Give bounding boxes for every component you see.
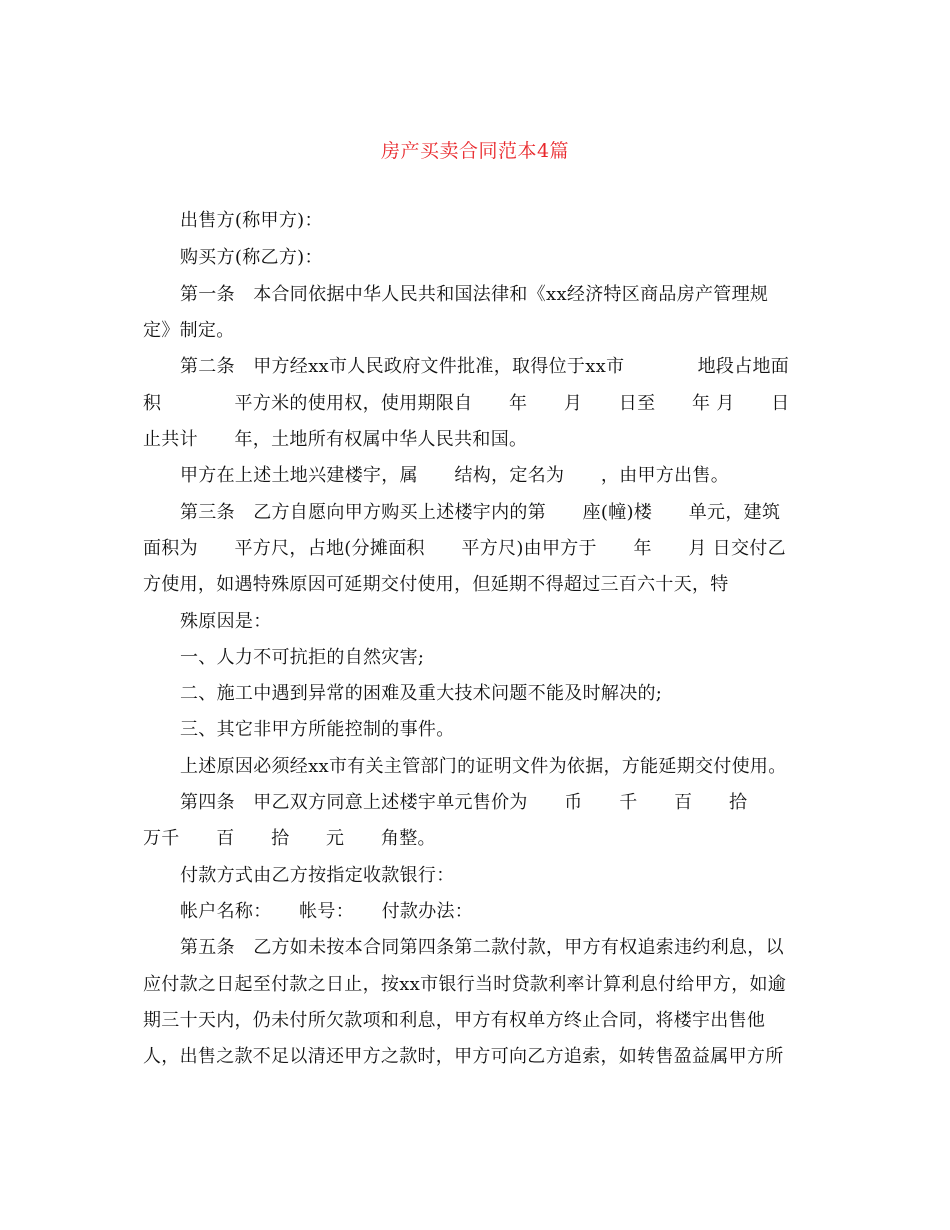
paragraph-line: 三、其它非甲方所能控制的事件。 (180, 719, 455, 740)
paragraph-line: 期三十天内，仍未付所欠款项和利息，甲方有权单方终止合同，将楼宇出售他 (143, 1010, 766, 1031)
paragraph-line: 二、施工中遇到异常的困难及重大技术问题不能及时解决的; (180, 683, 663, 704)
paragraph-line: 付款方式由乙方按指定收款银行： (180, 865, 455, 886)
document-title: 房产买卖合同范本4篇 (380, 140, 570, 162)
paragraph-line: 出售方(称甲方)： (180, 210, 323, 231)
paragraph-line: 第一条 本合同依据中华人民共和国法律和《xx经济特区商品房产管理规 (180, 284, 769, 305)
paragraph-line: 第三条 乙方自愿向甲方购买上述楼宇内的第 座(幢)楼 单元，建筑 (180, 502, 781, 523)
paragraph-line: 购买方(称乙方)： (180, 247, 323, 268)
paragraph-line: 第五条 乙方如未按本合同第四条第二款付款，甲方有权追索违约利息，以 (180, 937, 784, 958)
paragraph-line: 上述原因必须经xx市有关主管部门的证明文件为依据，方能延期交付使用。 (180, 756, 787, 777)
paragraph-line: 殊原因是： (180, 611, 272, 632)
paragraph-line: 人，出售之款不足以清还甲方之款时，甲方可向乙方追索，如转售盈益属甲方所 (143, 1046, 784, 1067)
paragraph-line: 积 平方米的使用权，使用期限自 年 月 日至 年 月 日 (143, 393, 790, 414)
paragraph-line: 应付款之日起至付款之日止，按xx市银行当时贷款利率计算利息付给甲方，如逾 (143, 974, 787, 995)
paragraph-line: 方使用，如遇特殊原因可延期交付使用，但延期不得超过三百六十天，特 (143, 574, 729, 595)
paragraph-line: 第四条 甲乙双方同意上述楼宇单元售价为 币 千 百 拾 (180, 792, 748, 813)
paragraph-line: 帐户名称： 帐号： 付款办法： (180, 901, 474, 922)
paragraph-line: 甲方在上述土地兴建楼宇，属 结构，定名为 ，由甲方出售。 (180, 465, 729, 486)
paragraph-line: 万千 百 拾 元 角整。 (143, 828, 436, 849)
paragraph-line: 一、人力不可抗拒的自然灾害; (180, 647, 425, 668)
paragraph-line: 面积为 平方尺，占地(分摊面积 平方尺)由甲方于 年 月 日交付乙 (143, 538, 786, 559)
paragraph-line: 止共计 年，土地所有权属中华人民共和国。 (143, 429, 528, 450)
paragraph-line: 定》制定。 (143, 320, 235, 341)
paragraph-line: 第二条 甲方经xx市人民政府文件批准，取得位于xx市 地段占地面 (180, 356, 790, 377)
